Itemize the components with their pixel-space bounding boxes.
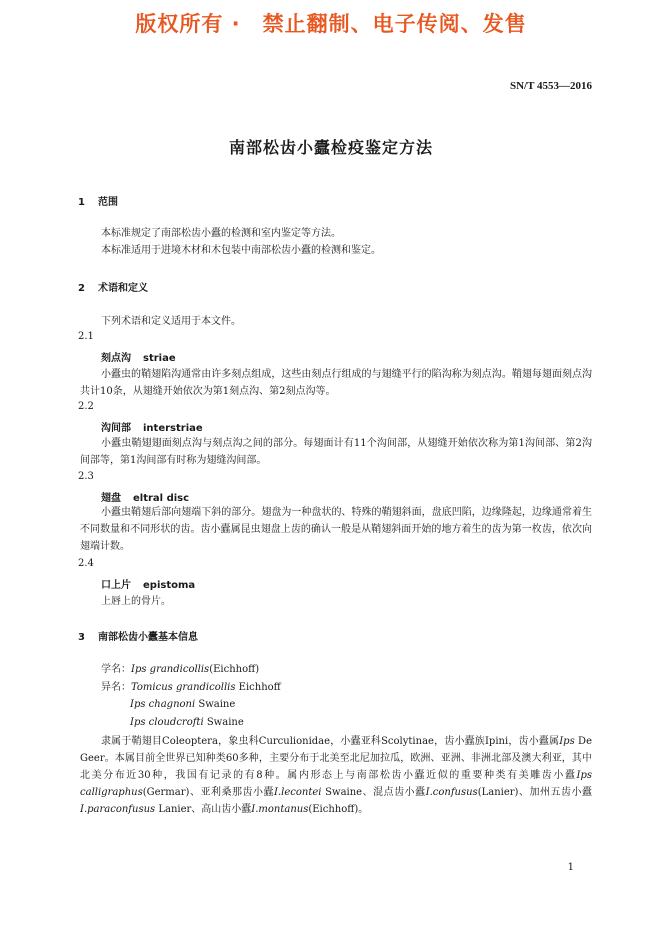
- document-title: 南部松齿小蠹检疫鉴定方法: [228, 138, 433, 157]
- section-number: 2: [78, 283, 85, 294]
- term-chinese: 刻点沟: [101, 353, 131, 364]
- term-english: striae: [143, 353, 176, 364]
- clause-number: 2.3: [78, 471, 94, 482]
- synonym-name: Ips cloudcrofti: [130, 716, 204, 728]
- species-name: I.confusus: [425, 787, 478, 798]
- section-title: 范围: [98, 197, 118, 208]
- clause-number: 2.1: [78, 331, 94, 342]
- synonym-author: Swaine: [195, 699, 236, 710]
- classification-text: Lanier、高山齿小蠹: [155, 804, 252, 815]
- section-number: 3: [78, 632, 85, 643]
- term-chinese: 沟间部: [101, 423, 131, 434]
- classification-text: De Geer。本属目前全世界已知种类60多种，主要分布于北美至北尼加拉瓜，欧洲、亚洲、非洲北部及澳大利亚，其中北美分布近30种，我国有记录的有8种。属内形态上与南部松齿小蠹近似的重要种类有美雕齿小蠹: [80, 736, 592, 781]
- species-name: I.lecontei: [274, 787, 322, 798]
- section-title: 南部松齿小蠹基本信息: [98, 632, 198, 643]
- term-definition: 上唇上的骨片。: [101, 596, 171, 607]
- scientific-name-row: [101, 661, 281, 679]
- classification-paragraph: [80, 733, 592, 818]
- clause-number: 2.4: [78, 558, 94, 569]
- page-number: 1: [567, 862, 574, 873]
- term-definition: 小蠹虫的鞘翅陷沟通常由许多刻点组成，这些由刻点行组成的与翅缝平行的陷沟称为刻点沟。鞘翅每翅面刻点沟共计10条，从翅缝开始依次为第1刻点沟、第2刻点沟等。: [80, 369, 592, 397]
- classification-text: 隶属于鞘翅目Coleoptera，象虫科Curculionidae，小蠹亚科Scolytinae，齿小蠹族Ipini，齿小蠹属: [101, 736, 560, 747]
- synonym-name: Ips chagnoni: [130, 699, 196, 710]
- genus-name: Ips: [559, 736, 575, 747]
- section-3-heading: [78, 628, 198, 643]
- synonym-row: [101, 679, 281, 697]
- copyright-banner: 版权所有 · 禁止翻制、电子传阅、发售: [135, 12, 527, 36]
- term-heading: [101, 576, 195, 591]
- term-definition: 小蠹虫鞘翅后部向翅端下斜的部分。翅盘为一种盘状的、特殊的鞘翅斜面，盘底凹陷，边缘隆起，边缘通常着生不同数量和不同形状的齿。齿小蠹属昆虫翅盘上齿的确认一般是从鞘翅斜面开始的地方着生的齿为第一枚齿，依次向翅端计数。: [80, 507, 592, 552]
- term-english: interstriae: [143, 423, 203, 434]
- synonym-author: Eichhoff: [235, 681, 281, 693]
- scientific-name-author: (Eichhoff): [209, 664, 260, 675]
- term-definition: 小蠹虫鞘翅翅面刻点沟与刻点沟之间的部分。每翅面计有11个沟间部，从翅缝开始依次称为第1沟间部、第2沟间部等，第1沟间部有时称为翅缝沟间部。: [80, 438, 592, 466]
- section-number: 1: [78, 197, 85, 208]
- term-heading: [101, 489, 189, 504]
- section-1-paragraph-2: 本标准适用于进境木材和木包装中南部松齿小蠹的检测和鉴定。: [101, 245, 381, 256]
- scientific-name-label: 学名：: [101, 664, 131, 675]
- synonym-name: Tomicus grandicollis: [131, 681, 236, 693]
- species-name: I.montanus: [251, 804, 309, 815]
- classification-text: (Germar)、亚利桑那齿小蠹: [142, 787, 275, 798]
- term-heading: [101, 349, 176, 364]
- term-english: epistoma: [143, 580, 196, 591]
- section-1-heading: [78, 193, 118, 208]
- scientific-name: Ips grandicollis: [131, 664, 210, 675]
- species-names: [101, 661, 281, 731]
- synonym-label: 异名：: [101, 681, 131, 693]
- term-heading: [101, 419, 203, 434]
- section-title: 术语和定义: [98, 283, 148, 294]
- section-1-paragraph-1: 本标准规定了南部松齿小蠹的检测和室内鉴定等方法。: [101, 228, 341, 239]
- species-name: I.paraconfusus: [80, 804, 156, 815]
- synonym-row: [101, 714, 281, 732]
- classification-text: (Eichhoff)。: [308, 804, 369, 815]
- standard-number: SN/T 4553—2016: [509, 80, 592, 92]
- clause-number: 2.2: [78, 401, 94, 412]
- synonym-author: Swaine: [203, 716, 244, 728]
- section-2-heading: [78, 279, 148, 294]
- classification-text: (Lanier)、加州五齿小蠹: [477, 787, 593, 798]
- classification-text: Swaine、混点齿小蠹: [321, 787, 426, 798]
- species-name: Ips calligraphus: [80, 770, 592, 798]
- term-chinese: 口上片: [101, 580, 131, 591]
- term-chinese: 翅盘: [101, 493, 121, 504]
- section-2-intro: 下列术语和定义适用于本文件。: [101, 316, 241, 327]
- synonym-row: [101, 696, 281, 714]
- term-english: eltral disc: [133, 493, 190, 504]
